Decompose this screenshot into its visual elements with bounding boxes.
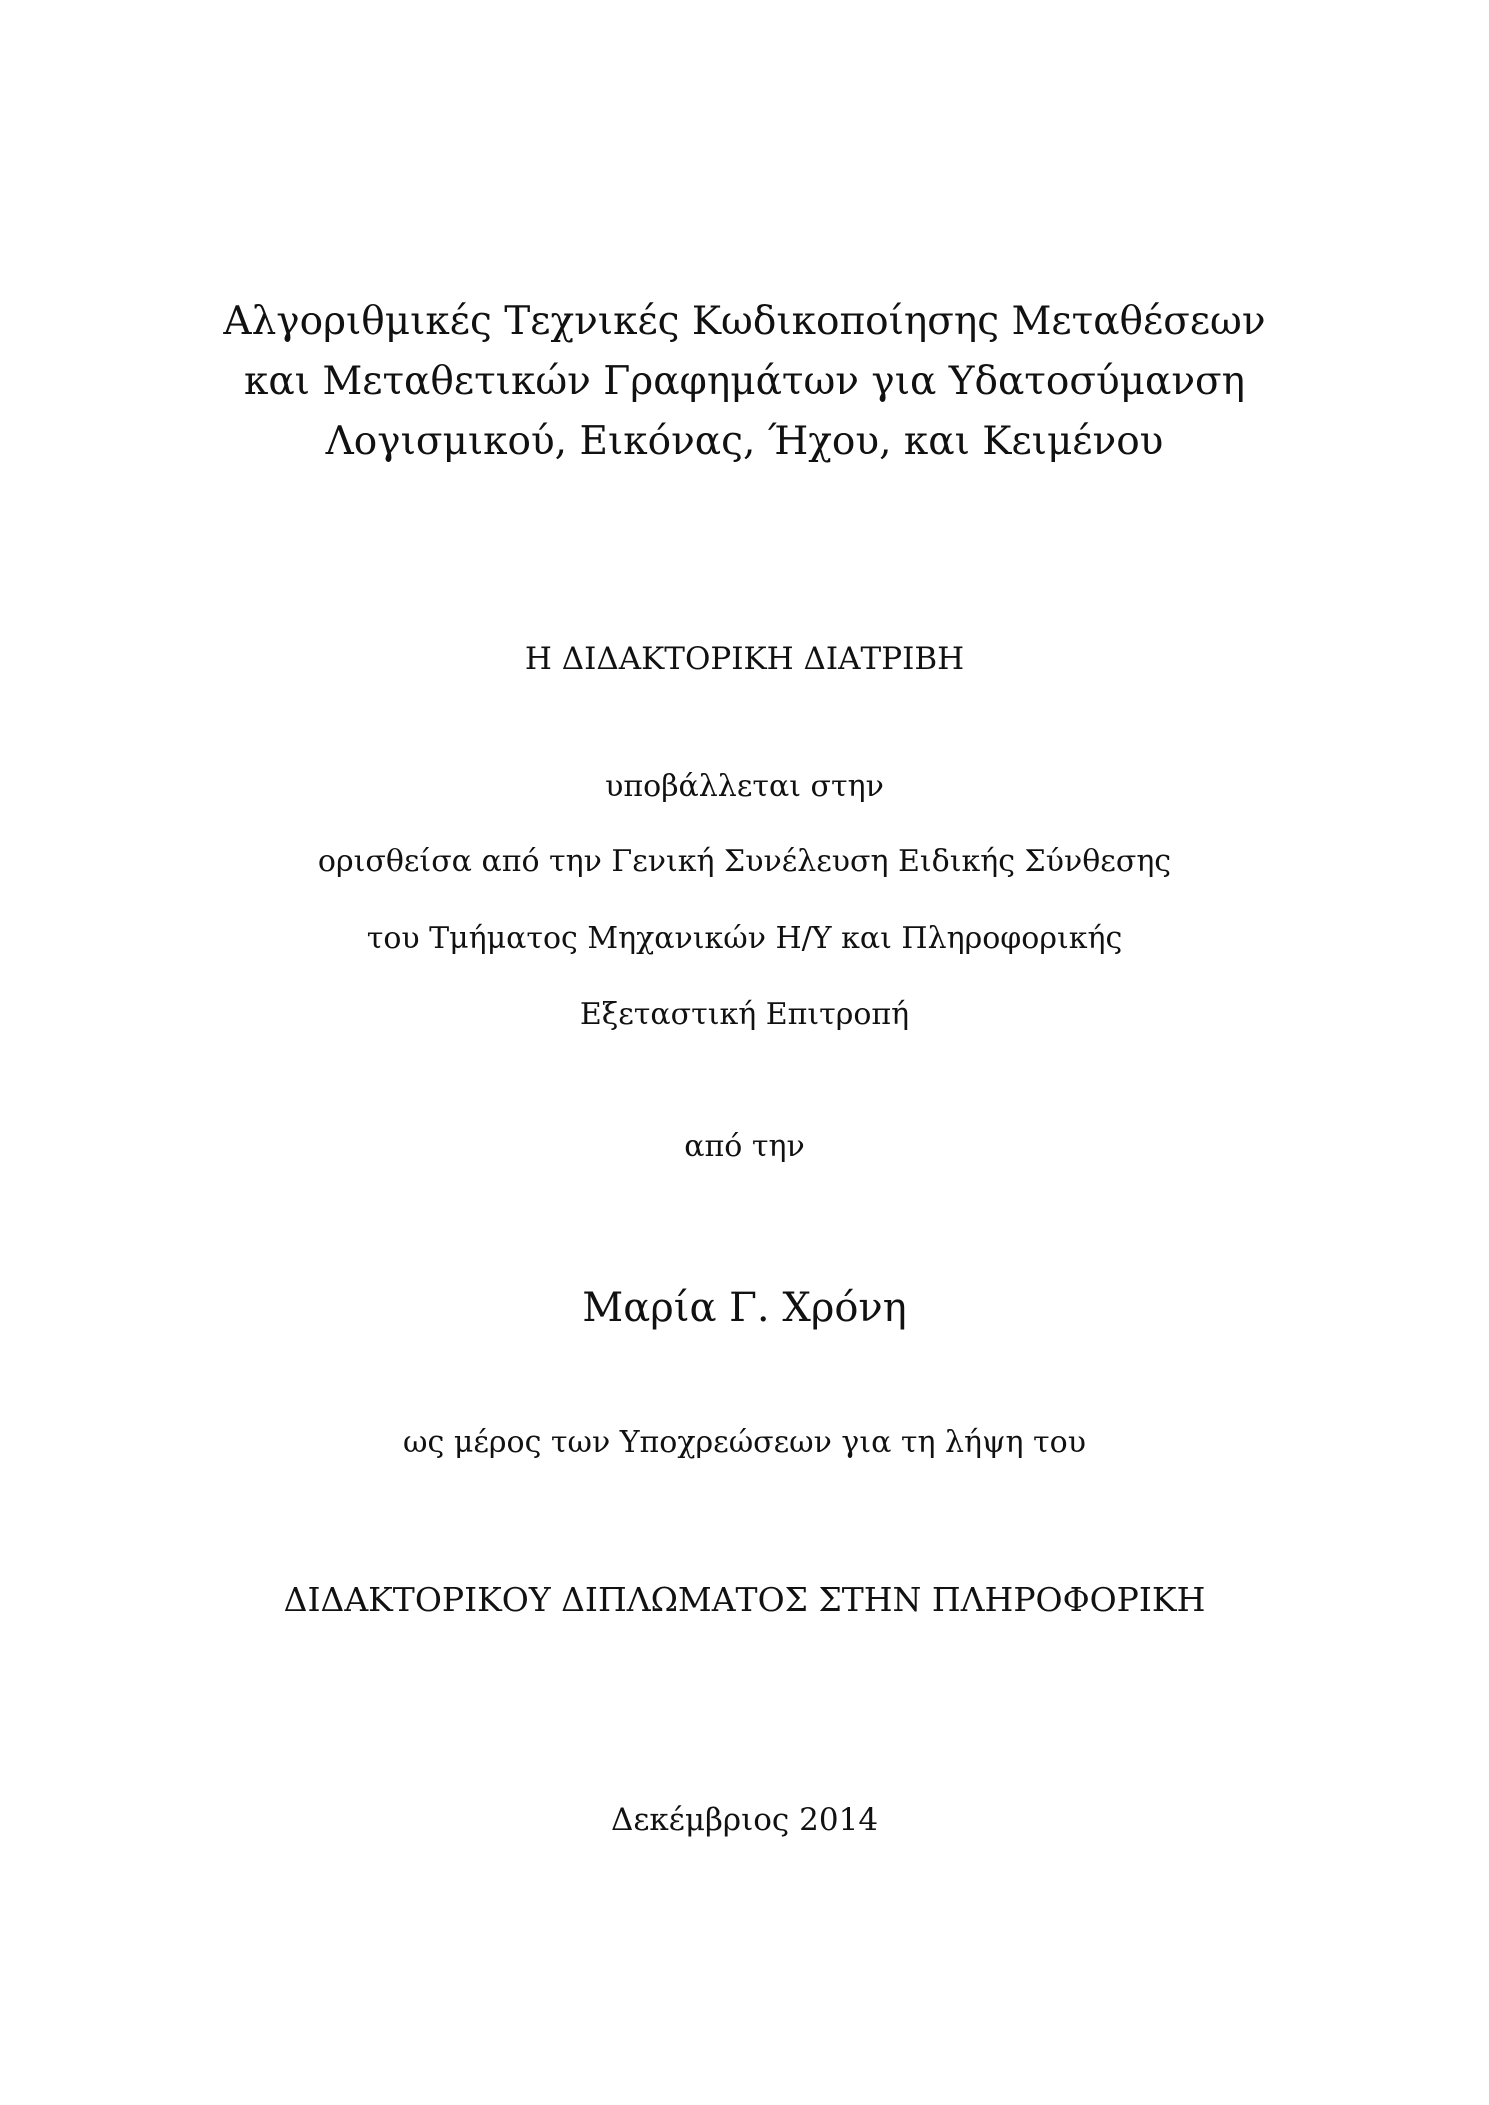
thesis-title-line-3: Λογισμικού, Εικόνας, Ήχου, και Κειμένου <box>325 419 1164 464</box>
degree-title: ΔΙΔΑΚΤΟΡΙΚΟΥ ΔΙΠΛΩΜΑΤΟΣ ΣΤΗΝ ΠΛΗΡΟΦΟΡΙΚΗ <box>283 1580 1206 1619</box>
submission-line-1: υποβάλλεται στην <box>605 769 884 804</box>
submission-line-4: Εξεταστική Επιτροπή <box>579 997 910 1032</box>
by-label: από την <box>684 1129 805 1164</box>
thesis-title-line-1: Αλγοριθμικές Τεχνικές Κωδικοποίησης Μεταθέσεων <box>223 299 1266 344</box>
thesis-type: Η ΔΙΔΑΚΤΟΡΙΚΗ ΔΙΑΤΡΙΒΗ <box>524 641 965 677</box>
thesis-title-line-2: και Μεταθετικών Γραφημάτων για Υδατοσύμανση <box>243 359 1246 404</box>
requirements-line: ως μέρος των Υποχρεώσεων για τη λήψη του <box>403 1425 1086 1460</box>
submission-line-2: ορισθείσα από την Γενική Συνέλευση Ειδικής Σύνθεσης <box>317 844 1172 879</box>
submission-date: Δεκέμβριος 2014 <box>610 1802 879 1838</box>
submission-line-3: του Τμήματος Μηχανικών Η/Υ και Πληροφορικής <box>366 921 1123 956</box>
author-name: Μαρία Γ. Χρόνη <box>582 1285 907 1331</box>
